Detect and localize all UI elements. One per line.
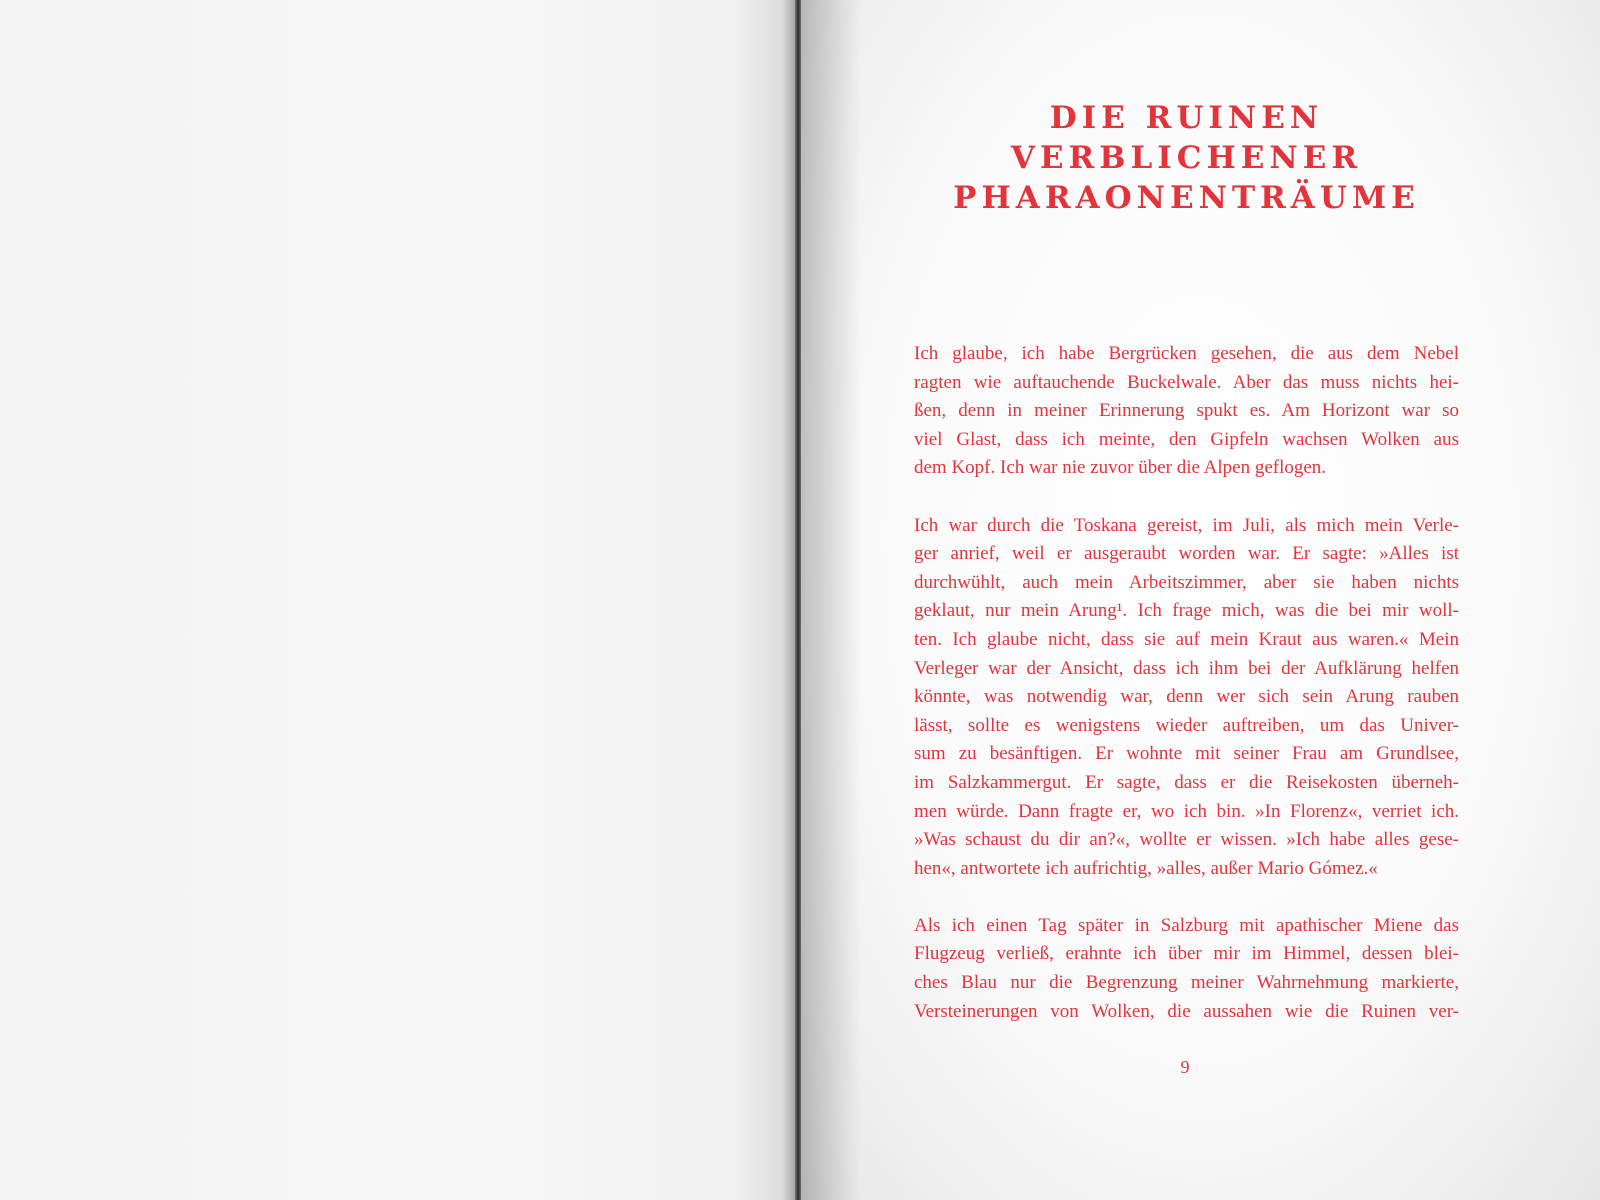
text-line: ten. Ich glaube nicht, dass sie auf mein Kraut aus waren.« Mein: [914, 628, 1459, 650]
text-line: viel Glast, dass ich meinte, den Gipfeln wachsen Wolken aus: [914, 428, 1459, 450]
chapter-title: [914, 98, 1459, 218]
text-line: ßen, denn in meiner Erinnerung spukt es. Am Horizont war so: [914, 400, 1459, 422]
text-line: sum zu besänftigen. Er wohnte mit seiner Frau am Grundlsee,: [914, 743, 1459, 765]
chapter-title-line: DIE RUINEN: [1049, 100, 1324, 136]
chapter-body: [914, 340, 1459, 1055]
left-page-blank: [0, 0, 798, 1200]
text-line: ger anrief, weil er ausgeraubt worden war. Er sagte: »Alles ist: [914, 543, 1459, 565]
text-line: im Salzkammergut. Er sagte, dass er die Reisekosten überneh-: [914, 771, 1459, 793]
text-line: men würde. Dann fragte er, wo ich bin. »In Florenz«, verriet ich.: [914, 800, 1459, 822]
text-line: dem Kopf. Ich war nie zuvor über die Alpen geflogen.: [914, 457, 1327, 479]
text-line: ches Blau nur die Begrenzung meiner Wahrnehmung markierte,: [914, 972, 1459, 994]
paragraph-2: [914, 512, 1459, 884]
text-line: Ich war durch die Toskana gereist, im Juli, als mich mein Verle-: [914, 514, 1459, 536]
paragraph-1: [914, 340, 1459, 483]
text-line: Als ich einen Tag später in Salzburg mit apathischer Miene das: [914, 914, 1459, 936]
chapter-title-line: PHARAONENTRÄUME: [953, 180, 1420, 216]
paragraph-3: [914, 912, 1459, 1026]
text-line: könnte, was notwendig war, denn wer sich sein Arung rauben: [914, 686, 1459, 708]
text-line: Ich glaube, ich habe Bergrücken gesehen, die aus dem Nebel: [914, 343, 1459, 364]
text-line: lässt, sollte es wenigstens wieder auftreiben, um das Univer-: [914, 714, 1459, 736]
text-line: Versteinerungen von Wolken, die aussahen wie die Ruinen ver-: [914, 1000, 1459, 1022]
page-number: 9: [1180, 1057, 1190, 1077]
text-line: »Was schaust du dir an?«, wollte er wissen. »Ich habe alles gese-: [914, 829, 1459, 851]
chapter-title-line: VERBLICHENER: [1010, 140, 1363, 176]
text-line: Verleger war der Ansicht, dass ich ihm bei der Aufklärung helfen: [914, 657, 1459, 679]
text-line: ragten wie auftauchende Buckelwale. Aber das muss nichts hei-: [914, 371, 1459, 393]
text-line: geklaut, nur mein Arung¹. Ich frage mich, was die bei mir woll-: [914, 600, 1459, 622]
text-line: hen«, antwortete ich aufrichtig, »alles, außer Mario Gómez.«: [914, 857, 1378, 879]
text-line: Flugzeug verließ, erahnte ich über mir im Himmel, dessen blei-: [914, 943, 1459, 965]
text-line: durchwühlt, auch mein Arbeitszimmer, aber sie haben nichts: [914, 571, 1459, 593]
